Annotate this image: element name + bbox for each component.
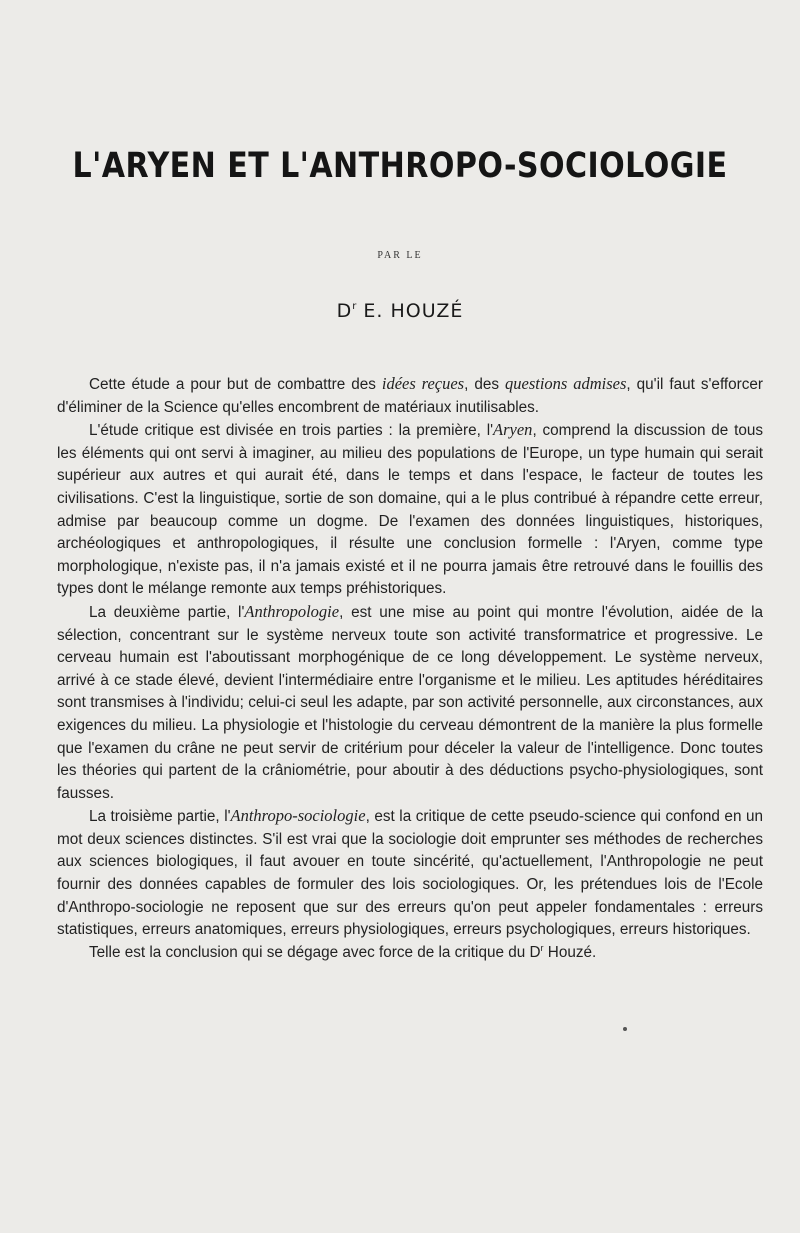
- paragraph-5: [57, 942, 763, 965]
- italic-term: Anthropo-sociologie: [230, 806, 366, 826]
- paragraph-text: Telle est la conclusion qui se dégage avec force de la critique du D: [89, 943, 541, 961]
- paragraph-text: , qu'il faut s'efforcer d'éliminer de la Science qu'elles encombrent de matériaux inutilisables.: [57, 376, 764, 416]
- paragraph-1: [57, 373, 763, 419]
- paragraph-text: Houzé.: [543, 943, 597, 961]
- italic-term: Anthropologie: [244, 601, 340, 621]
- paragraph-text: La troisième partie, l': [89, 808, 231, 826]
- paragraph-text: Cette étude a pour but de combattre des: [89, 376, 382, 393]
- paragraph-text: , est la critique de cette pseudo-science qui confond en un mot deux sciences distinctes. S'il est vrai que la sociologie doit emprunter ses méthodes de recherches aux sciences biologiques, il faut avouer en toute sincérité, qu'actuellement, l'Anthropologie ne peut fournir des données capables de formuler des lois sociologiques. Or, les prétendues lois de l'Ecole d'Anthropo-sociologie ne reposent que sur des erreurs qu'on peut appeler fondamentales : erreurs statistiques, erreurs anatomiques, erreurs physiologiques, erreurs psychologiques, erreurs historiques.: [57, 808, 763, 939]
- italic-term: Aryen: [493, 420, 533, 440]
- document-title: L'ARYEN ET L'ANTHROPO-SOCIOLOGIE: [72, 146, 728, 186]
- author-prefix-sup: r: [352, 301, 358, 312]
- author-name: E. HOUZÉ: [363, 300, 464, 322]
- paragraph-text: , comprend la discussion de tous les éléments qui ont servi à imaginer, au milieu des populations de l'Europe, un type humain qui serait supérieur aux autres et qui aurait été, dans le temps et dans l'espace, le facteur de toutes les civilisations. C'est la linguistique, sortie de son domaine, qui a le plus contribué à répandre cette erreur, admise par beaucoup comme un dogme. De l'examen des données linguistiques, historiques, archéologiques et anthropologiques, il résulte une conclusion formelle : l'Aryen, comme type morphologique, n'existe pas, il n'a jamais existé et il ne pourra jamais être retrouvé dans le fouillis des types dont le mélange remonte aux temps préhistoriques.: [57, 422, 763, 598]
- author-line: [0, 300, 800, 322]
- paragraph-text: , est une mise au point qui montre l'évolution, aidée de la sélection, concentrant sur le système nerveux toute son activité transformatrice et progressive. Le cerveau humain est l'aboutissant morphogénique de ce long développement. Le système nerveux, arrivé à ce stade élevé, devient l'intermédiaire entre l'organisme et le milieu. Les aptitudes héréditaires sont transmises à l'individu; celui-ci seul les adapte, par son activité personnelle, aux circonstances, aux exigences du milieu. La physiologie et l'histologie du cerveau démontrent de la manière la plus formelle que l'examen du crâne ne peut servir de critérium pour déceler la valeur de l'intelligence. Donc toutes les théories qui partent de la crâniométrie, pour aboutir à des déductions psycho-physiologiques, sont fausses.: [57, 603, 763, 802]
- paragraph-text: , des: [464, 376, 506, 393]
- superscript: r: [540, 942, 544, 953]
- paragraph-4: [57, 805, 763, 942]
- page-mark: [623, 1027, 627, 1031]
- paragraph-text: L'étude critique est divisée en trois parties : la première, l': [89, 422, 494, 440]
- italic-term: questions admises: [505, 374, 627, 393]
- paragraph-2: [57, 419, 763, 601]
- paragraph-3: [57, 601, 763, 805]
- author-prefix: D: [336, 300, 353, 322]
- italic-term: idées reçues: [381, 374, 465, 393]
- abstract-body: [57, 373, 763, 964]
- byline-label: PAR LE: [377, 250, 423, 261]
- paragraph-text: La deuxième partie, l': [89, 603, 245, 621]
